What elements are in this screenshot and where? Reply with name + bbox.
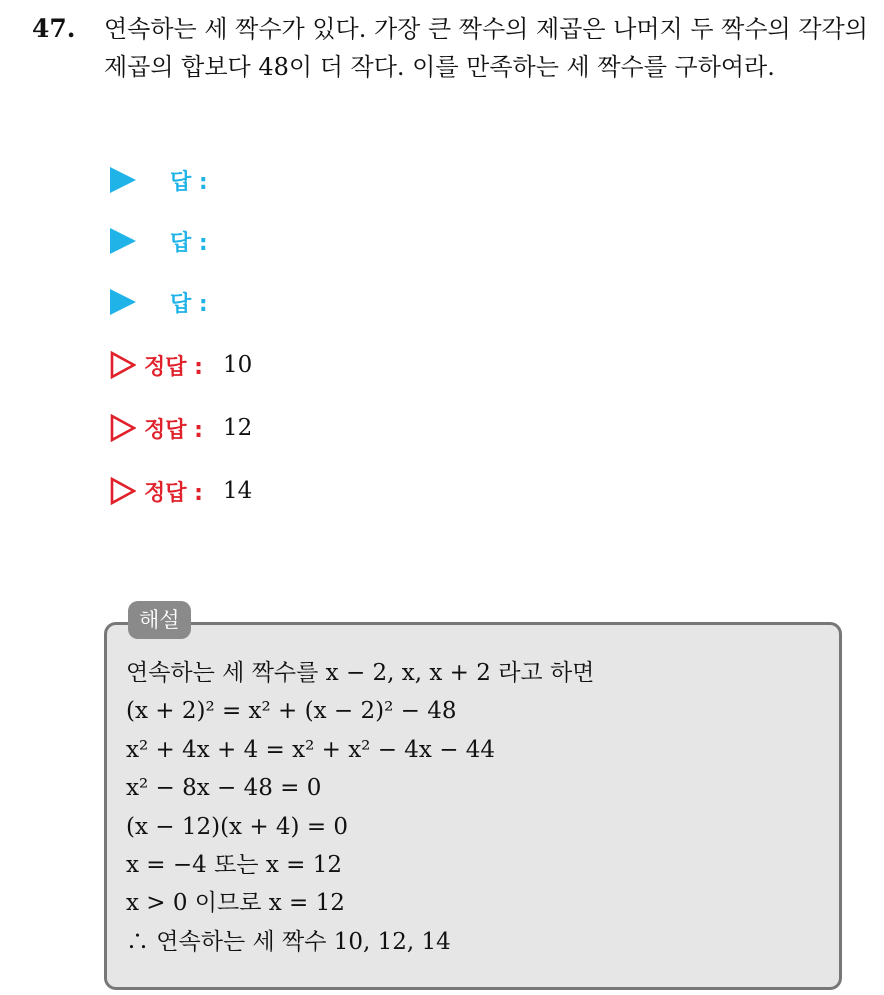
- triangle-right-filled-icon: [110, 167, 136, 193]
- answer-blank-row: [110, 221, 208, 261]
- solution-value: 14: [222, 478, 253, 504]
- solution-row: [110, 408, 252, 448]
- triangle-right-filled-icon: [110, 228, 136, 254]
- problem-text: 연속하는 세 짝수가 있다. 가장 큰 짝수의 제곱은 나머지 두 짝수의 각각의 제곱의 합보다 48이 더 작다. 이를 만족하는 세 짝수를 구하여라.: [104, 15, 868, 81]
- triangle-right-outline-icon: [110, 477, 136, 505]
- explanation-tag: 해설: [128, 601, 191, 639]
- triangle-right-outline-icon: [110, 351, 136, 379]
- explanation-line: x² + 4x + 4 = x² + x² − 4x − 44: [126, 736, 496, 763]
- triangle-right-filled-icon: [110, 289, 136, 315]
- answer-blank-label: 답 :: [170, 230, 208, 256]
- triangle-right-outline-icon: [110, 414, 136, 442]
- solution-row: [110, 471, 252, 511]
- explanation-line: (x + 2)² = x² + (x − 2)² − 48: [126, 698, 457, 725]
- explanation-line: 연속하는 세 짝수를 x − 2, x, x + 2 라고 하면: [126, 660, 595, 686]
- answer-blank-row: [110, 160, 208, 200]
- solution-label: 정답 :: [144, 354, 203, 380]
- answer-blank-label: 답 :: [170, 169, 208, 195]
- solution-value: 10: [222, 352, 253, 378]
- answer-blank-row: [110, 282, 208, 322]
- solution-row: [110, 345, 252, 385]
- answer-blank-label: 답 :: [170, 291, 208, 317]
- problem-number: 47.: [32, 14, 76, 43]
- explanation-line: (x − 12)(x + 4) = 0: [126, 813, 349, 840]
- solution-label: 정답 :: [144, 480, 203, 506]
- solution-label: 정답 :: [144, 417, 203, 443]
- solution-value: 12: [222, 415, 253, 441]
- explanation-line: x² − 8x − 48 = 0: [126, 775, 322, 802]
- explanation-lines: [126, 654, 826, 961]
- explanation-line: x = −4 또는 x = 12: [126, 851, 342, 878]
- explanation-line: ∴ 연속하는 세 짝수 10, 12, 14: [126, 928, 451, 955]
- explanation-line: x > 0 이므로 x = 12: [126, 890, 345, 917]
